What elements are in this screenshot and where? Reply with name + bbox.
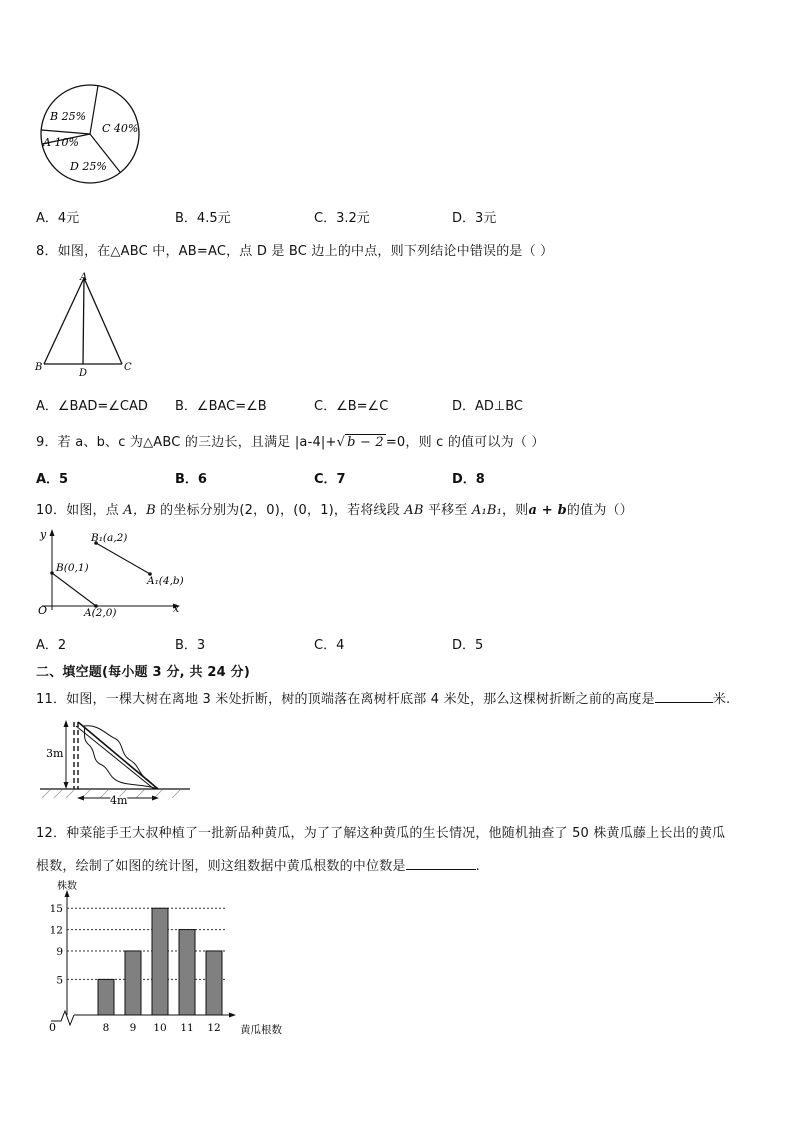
q10-option-a[interactable]: A．2 (36, 638, 67, 653)
x-tick-label: 10 (153, 1022, 167, 1034)
x-axis-label: x (173, 602, 180, 615)
x-axis-title: 黄瓜根数 (240, 1024, 282, 1036)
q10-text-a: 10．如图，点 (36, 503, 124, 518)
x-tick-label: 12 (207, 1022, 221, 1034)
q10-text-f: A₁B₁ (471, 503, 503, 518)
point-b-label: B(0,1) (56, 562, 89, 574)
point-a-label: A(2,0) (84, 607, 117, 618)
point-a1-label: A₁(4,b) (147, 575, 184, 587)
triangle-label-d: D (79, 368, 88, 376)
triangle-side-ab (44, 278, 84, 364)
q8-option-b[interactable]: B．∠BAC=∠B (175, 399, 267, 414)
q9-suffix: =0，则 c 的值可以为（ ） (385, 435, 545, 450)
q11-answer-blank[interactable] (655, 690, 713, 703)
width-label: 4m (110, 794, 128, 807)
q8-option-a[interactable]: A．∠BAD=∠CAD (36, 399, 148, 414)
q10-option-b[interactable]: B．3 (175, 638, 206, 653)
sqrt-symbol: √ (336, 435, 346, 450)
origin-label: O (38, 604, 48, 617)
y-tick-label: 5 (56, 974, 63, 987)
q12-end: . (475, 859, 480, 874)
bar (206, 951, 222, 1015)
q9-option-d[interactable]: D．8 (452, 472, 485, 487)
q12-line2 (36, 855, 480, 874)
y-axis-arrow (50, 529, 55, 536)
triangle-label-a: A (80, 272, 88, 283)
point-b (50, 571, 54, 575)
q11-text: 11．如图，一棵大树在离地 3 米处折断，树的顶端落在离树杆底部 4 米处，那么这棵树折断之前的高度是 (36, 692, 655, 707)
q8-triangle-figure (32, 272, 140, 376)
q8-question: 8．如图，在△ABC 中，AB=AC，点 D 是 BC 边上的中点，则下列结论中错误的是（ ） (36, 244, 554, 259)
width-arrow-left (77, 796, 84, 801)
q7-option-d[interactable]: D．3元 (452, 211, 497, 226)
y-axis-title: 株数 (57, 881, 77, 892)
q12-line1: 12．种菜能手王大叔种植了一批新品种黄瓜，为了了解这种黄瓜的生长情况，他随机抽查了 50 株黄瓜藤上长出的黄瓜 (36, 826, 726, 841)
q9-option-b[interactable]: B．6 (175, 472, 207, 487)
q8-option-c[interactable]: C．∠B=∠C (314, 399, 389, 414)
y-tick-label: 12 (49, 924, 63, 937)
q9-prefix: 9．若 a、b、c 为△ABC 的三边长，且满足 |a-4|+ (36, 435, 337, 450)
x-tick-label: 11 (180, 1022, 194, 1034)
q10-coordinate-figure (34, 526, 186, 618)
q11-unit: 米. (712, 692, 731, 707)
q10-text-i: 的值为（） (566, 503, 633, 518)
q7-pie-chart (36, 84, 146, 188)
q12-line2-text: 根数，绘制了如图的统计图，则这组数据中黄瓜根数的中位数是 (36, 859, 406, 874)
q7-option-b[interactable]: B．4.5元 (175, 211, 231, 226)
bar (125, 951, 141, 1015)
q10-text-e: 平移至 (423, 503, 472, 518)
q9-option-a[interactable]: A．5 (36, 472, 69, 487)
height-arrow-top (64, 720, 69, 727)
q10-text-g: ，则 (502, 503, 529, 518)
q9-sqrt-content: b − 2 (347, 435, 384, 450)
x-tick-label: 9 (129, 1022, 137, 1034)
section-title: 二、填空题(每小题 3 分, 共 24 分) (36, 665, 250, 680)
q12-bar-chart (40, 880, 300, 1036)
x-tick-label: 8 (102, 1022, 110, 1034)
q10-option-c[interactable]: C．4 (314, 638, 345, 653)
q10-text-h: a + b (528, 503, 567, 518)
segment-a1b1 (96, 543, 150, 574)
q7-option-c[interactable]: C．3.2元 (314, 211, 370, 226)
q12-answer-blank[interactable] (406, 857, 476, 870)
q10-question (36, 499, 633, 518)
pie-label-d: D 25% (70, 160, 107, 173)
height-label: 3m (46, 747, 64, 760)
y-tick-label: 9 (56, 945, 63, 958)
bar (152, 908, 168, 1015)
q10-text-c: 的坐标分别为(2，0)，(0，1)，若将线段 (155, 503, 405, 518)
triangle-label-b: B (35, 362, 43, 373)
pie-label-b: B 25% (50, 110, 87, 123)
y-axis-label: y (40, 528, 47, 541)
q11-tree-figure (40, 714, 192, 810)
triangle-side-ac (84, 278, 122, 364)
bar (179, 930, 195, 1015)
q8-option-d[interactable]: D．AD⊥BC (452, 399, 524, 414)
point-b1-label: B₁(a,2) (91, 532, 128, 544)
height-arrow-bottom (64, 782, 69, 789)
pie-divider-ab (42, 130, 91, 134)
triangle-label-c: C (124, 362, 132, 373)
pie-divider-bc (90, 86, 98, 134)
pie-label-a: A 10% (43, 136, 79, 149)
q10-option-d[interactable]: D．5 (452, 638, 484, 653)
q10-text-b: A，B (123, 503, 156, 518)
q11-question (36, 688, 730, 707)
q7-option-a[interactable]: A．4元 (36, 211, 80, 226)
q10-text-d: AB (404, 503, 424, 518)
x-axis-arrow (229, 1013, 236, 1018)
triangle-median-ad (83, 278, 84, 364)
y-tick-label: 15 (49, 903, 63, 916)
origin-label: 0 (49, 1021, 56, 1034)
q9-question (36, 431, 545, 450)
pie-label-c: C 40% (102, 122, 139, 135)
segment-ab (52, 573, 96, 606)
bar (98, 979, 114, 1015)
q9-option-c[interactable]: C．7 (314, 472, 346, 487)
